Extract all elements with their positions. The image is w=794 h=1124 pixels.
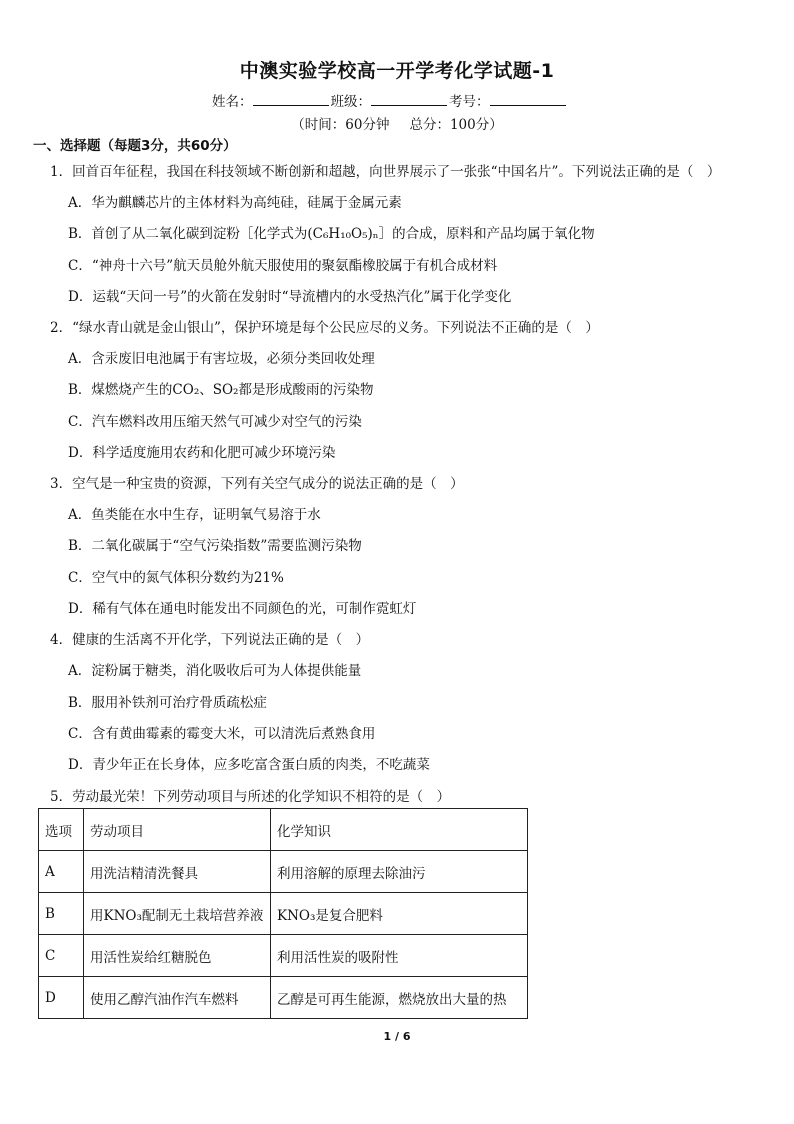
question-4-option-d: D．青少年正在长身体，应多吃富含蛋白质的肉类，不吃蔬菜	[68, 757, 430, 773]
question-1-option-c: C．“神舟十六号”航天员舱外航天服使用的聚氨酯橡胶属于有机合成材料	[68, 258, 498, 274]
class-blank[interactable]	[371, 93, 447, 106]
table-cell: B	[39, 893, 84, 935]
table-cell: KNO₃是复合肥料	[271, 893, 528, 935]
question-1-option-d: D．运载“天问一号”的火箭在发射时“导流槽内的水受热汽化”属于化学变化	[68, 289, 512, 305]
question-3-option-b: B．二氧化碳属于“空气污染指数”需要监测污染物	[68, 538, 362, 554]
question-2-option-a: A．含汞废旧电池属于有害垃圾，必须分类回收处理	[68, 351, 375, 367]
table-header-cell: 选项	[39, 809, 84, 851]
table-cell: 用KNO₃配制无土栽培营养液	[84, 893, 271, 935]
question-5-table	[38, 808, 528, 1019]
question-4-option-c: C．含有黄曲霉素的霉变大米，可以清洗后煮熟食用	[68, 726, 376, 742]
table-cell: 乙醇是可再生能源，燃烧放出大量的热	[271, 977, 528, 1019]
id-label: 考号：	[449, 94, 490, 110]
table-row	[39, 893, 528, 935]
table-row	[39, 977, 528, 1019]
table-cell: C	[39, 935, 84, 977]
page-title: 中澳实验学校高一开学考化学试题-1	[239, 60, 555, 82]
question-4-option-b: B．服用补铁剂可治疗骨质疏松症	[68, 695, 267, 711]
question-4-stem: 4．健康的生活离不开化学，下列说法正确的是（ ）	[50, 632, 370, 648]
table-header-cell: 化学知识	[271, 809, 528, 851]
table-cell: 使用乙醇汽油作汽车燃料	[84, 977, 271, 1019]
table-header-cell: 劳动项目	[84, 809, 271, 851]
table-row	[39, 851, 528, 893]
question-3-stem: 3．空气是一种宝贵的资源，下列有关空气成分的说法正确的是（ ）	[50, 476, 464, 492]
question-4-option-a: A．淀粉属于糖类，消化吸收后可为人体提供能量	[68, 663, 362, 679]
question-2-stem: 2．“绿水青山就是金山银山”，保护环境是每个公民应尽的义务。下列说法不正确的是（ ）	[50, 320, 599, 336]
table-cell: 利用溶解的原理去除油污	[271, 851, 528, 893]
table-cell: 用活性炭给红糖脱色	[84, 935, 271, 977]
question-2-option-d: D．科学适度施用农药和化肥可减少环境污染	[68, 445, 336, 461]
id-blank[interactable]	[490, 93, 566, 106]
table-cell: A	[39, 851, 84, 893]
time-info	[0, 113, 794, 133]
class-label: 班级：	[330, 94, 371, 110]
table-cell: 利用活性炭的吸附性	[271, 935, 528, 977]
total-score: 总分：100分）	[409, 117, 503, 133]
name-blank[interactable]	[253, 93, 329, 106]
question-2-option-b: B．煤燃烧产生的CO₂、SO₂都是形成酸雨的污染物	[68, 382, 374, 398]
question-5-stem: 5．劳动最光荣！下列劳动项目与所述的化学知识不相符的是（ ）	[50, 789, 451, 805]
question-1-option-b: B．首创了从二氧化碳到淀粉［化学式为(C₆H₁₀O₅)ₙ］的合成，原料和产品均属于氧化物	[68, 226, 595, 242]
table-cell: 用洗洁精清洗餐具	[84, 851, 271, 893]
table-cell: D	[39, 977, 84, 1019]
question-3-option-d: D．稀有气体在通电时能发出不同颜色的光，可制作霓虹灯	[68, 601, 417, 617]
student-info-line	[212, 90, 612, 110]
question-3-option-a: A．鱼类能在水中生存，证明氧气易溶于水	[68, 507, 321, 523]
table-header-row	[39, 809, 528, 851]
table-row	[39, 935, 528, 977]
question-1-stem: 1．回首百年征程，我国在科技领域不断创新和超越，向世界展示了一张张“中国名片”。下列说法正确的是（ ）	[50, 164, 721, 180]
question-1-option-a: A．华为麒麟芯片的主体材料为高纯硅，硅属于金属元素	[68, 195, 402, 211]
question-3-option-c: C．空气中的氮气体积分数约为21%	[68, 570, 284, 586]
name-label: 姓名：	[212, 94, 253, 110]
question-2-option-c: C．汽车燃料改用压缩天然气可减少对空气的污染	[68, 414, 362, 430]
page-number: 1 / 6	[383, 1030, 411, 1043]
section-title: 一、选择题（每题3分，共60分）	[33, 138, 237, 154]
time-limit: （时间：60分钟	[291, 117, 390, 133]
